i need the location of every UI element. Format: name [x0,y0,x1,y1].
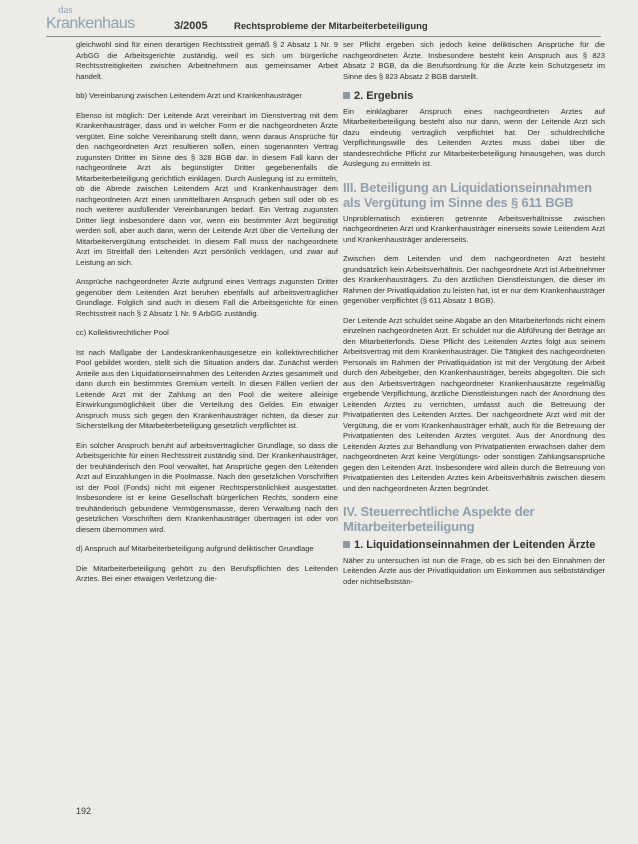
paragraph: Näher zu untersuchen ist nun die Frage, ob es sich bei den Einnahmen der Leitenden Ärzte aus der Privatliquidation um Einkommen aus selbstständiger oder nichtselbststän- [343,555,605,586]
logo-brand-text: Krankenhaus [46,15,135,32]
paragraph: gleichwohl sind für einen derartigen Rechtsstreit gemäß § 2 Absatz 1 Nr. 9 ArbGG die Arbeitsgerichte zuständig, weil es sich um bürgerliche Rechtsstreitigkeiten zwischen Arbeitnehmern aus gemeinsamer Arbeit handelt. [76,40,338,81]
running-title: Rechtsprobleme der Mitarbeiterbeteiligung [234,21,428,32]
left-column [76,40,338,594]
right-column [343,40,605,596]
paragraph: Ebenso ist möglich: Der Leitende Arzt vereinbart im Dienstvertrag mit dem Krankenhausträger, dass und in welcher Form er die nachgeordneten Ärzte vergütet. Eine solche Vereinbarung stellt dann, wenn daraus Ansprüche für den nachgeordneten Arzt resultieren sollen, einen sogenannten Vertrag zugunsten Dritter im Sinne des § 328 BGB dar. In diesem Fall kann der nachgeordnete Arzt als begünstigter Dritter gegebenenfalls die Mitarbeiterbeteiligung gerichtlich einklagen. Durch Auslegung ist zu ermitteln, ob die Abrede zwischen Leitendem Arzt und Krankenhausträger dem nachgeordneten Arzt einen unmittelbaren Anspruch geben soll oder ob es noch weiterer ausfüllender Vereinbarungen bedarf. Ein Vertrag zugunsten Dritter liegt insbesondere dann vor, wenn ein bestimmter Arzt begünstigt werden soll, aber auch dann, wenn der Leitende Arzt über die Verteilung der Mitarbeitervergütung entscheidet. In diesem Fall muss der nachgeordnete Arzt im Streitfall den Leitenden Arzt persönlich verklagen, und zwar auf Leistung an sich. [76,110,338,267]
journal-logo [46,6,166,36]
paragraph: Ein einklagbarer Anspruch eines nachgeordneten Arztes auf Mitarbeiterbeteiligung besteht also nur dann, wenn der Leitende Arzt sich dazu eindeutig vertraglich verpflichtet hat. Der schuldrechtliche Verpflichtungswille des Leitenden Arztes muss dabei über die standesrechtliche Pflicht zur Mitarbeiterbeteiligung hinausgehen, was durch Auslegung zu ermitteln ist. [343,106,605,168]
paragraph: Ist nach Maßgabe der Landeskrankenhausgesetze ein kollektivrechtlicher Pool gebildet worden, stellt sich die Situation anders dar. Zunächst werden Anteile aus den Liquidationseinnahmen des Leitenden Arztes gesammelt und dann durch ein bestimmtes Gremium verteilt. In diesen Fällen verliert der Leitende Arzt mit der Zahlung an den Pool die weitere alleinige Einwirkungsmöglichkeit über die Verteilung des Geldes. Ein etwaiger Anspruch muss sich gegen den Krankenhausträger richten, da dieser zur Sicherstellung der Mitarbeiterbeteiligung gesetzlich verpflichtet ist. [76,347,338,430]
paragraph: Zwischen dem Leitenden und dem nachgeordneten Arzt besteht grundsätzlich kein Arbeitsverhältnis. Der nachgeordnete Arzt ist Arbeitnehmer des Krankenhausträgers. Zu den ärztlichen Dienstleistungen, die dieser im Rahmen der Privatliquidation zu leisten hat, ist er nur dem Krankenhausträger gegenüber verpflichtet (§ 611 Absatz 1 BGB). [343,254,605,305]
paragraph: Unproblematisch existieren getrennte Arbeitsverhältnisse zwischen nachgeordneten Arzt und Krankenhausträger einerseits sowie Leitendem Arzt und Krankenhausträger andererseits. [343,213,605,244]
section-heading-iv: IV. Steuerrechtliche Aspekte der Mitarbeiterbeteiligung [343,504,535,534]
paragraph: ser Pflicht ergeben sich jedoch keine deliktischen Ansprüche für die nachgeordneten Ärzte. Insbesondere besteht kein Anspruch aus § 823 Absatz 2 BGB, da die Berufsordnung für die Ärzte kein Schutzgesetz im Sinne des § 823 Absatz 2 BGB darstellt. [343,40,605,81]
paragraph: Der Leitende Arzt schuldet seine Abgabe an den Mitarbeiterfonds nicht einem einzelnen nachgeordneten Arzt. Er schuldet nur die Abführung der Beträge an den Mitarbeiterfonds. Diese Pflicht des Leitenden Arztes folgt aus seinem Arbeitsvertrag mit dem Krankenhausträger. Die Tätigkeit des nachgeordneten Personals im Rahmen der Privatliquidation ist mit der Vergütung der Arbeit durch den Arbeitgeber, den Krankenhausträger, bereits abgegolten. Die sich aus den Arbeitsverträgen nachgeordneter Krankenhausärzte regelmäßig ergebende Verpflichtung, ärztliche Dienstleistungen nach der Anordnung des Leitenden Arztes zu verrichten, umfasst auch die Betreuung der Privatpatienten des Leitenden Arztes. Der nachgeordnete Arzt wird mit der Vergütung, die er vom Krankenhausträger erhält, auch für die Betreuung der Privatpatienten des Leitenden Arztes vergütet. Aus der Anordnung des Leitenden Arztes zur Behandlung von Privatpatienten erwachsen daher dem nachgeordneten Arzt keine Vergütungs- oder sonstigen Zahlungsansprüche gegen den Leitenden Arzt. Insbesondere wird allein durch die Betreuung von Privatpatienten des Leitenden Arztes kein Arbeitsverhältnis zwischen diesem und den nachgeordneten Ärzten begründet. [343,315,605,493]
square-bullet-icon [343,92,350,99]
header-rule [46,36,601,37]
section-heading-ergebnis [343,91,605,102]
page-header [46,6,606,36]
subheading-bb: bb) Vereinbarung zwischen Leitendem Arzt und Krankenhausträger [76,91,302,100]
square-bullet-icon [343,541,350,548]
section-heading-iii: III. Beteiligung an Liquidationseinnahmen als Vergütung im Sinne des § 611 BGB [343,179,592,210]
logo-small-text: das [58,4,73,16]
paragraph: Ansprüche nachgeordneter Ärzte aufgrund eines Vertrags zugunsten Dritter gegenüber dem Leitenden Arzt beruhen ebenfalls auf arbeitsvertraglicher Grundlage. Folglich sind auch in diesem Fall die Arbeitsgerichte für einen Rechtsstreit nach § 2 Absatz 1 Nr. 9 ArbGG zuständig. [76,277,338,318]
issue-number: 3/2005 [174,20,208,32]
subheading-cc: cc) Kollektivrechtlicher Pool [76,328,169,337]
paragraph: Die Mitarbeiterbeteiligung gehört zu den Berufspflichten des Leitenden Arztes. Bei einer etwaigen Verletzung die- [76,563,338,583]
page-number: 192 [76,806,92,816]
section-heading-liquidation [343,540,605,551]
heading-text: 2. Ergebnis [354,90,414,102]
subheading-d: d) Anspruch auf Mitarbeiterbeteiligung aufgrund deliktischer Grundlage [76,544,314,553]
heading-text: 1. Liquidationseinnahmen der Leitenden Ärzte [354,539,596,551]
paragraph: Ein solcher Anspruch beruht auf arbeitsvertraglicher Grundlage, so dass die Arbeitsgerichte für einen Rechtsstreit zuständig sind. Der Krankenhausträger, der treuhänderisch den Pool verwaltet, hat Ansprüche gegen den Leitenden Arzt auf Einzahlungen in die Poolmasse. Nach den gesetzlichen Vorschriften ist der Pool (Fonds) nicht mit eigener Rechtspersönlichkeit ausgestattet. Insbesondere ist er keine Gesellschaft bürgerlichen Rechts, sondern eine treuhänderisch gebundene Vermögensmasse, deren Verwaltung nach den gesetzlichen Vorschriften dem Krankenhausträger übertragen ist oder von diesem übernommen wird. [76,440,338,534]
